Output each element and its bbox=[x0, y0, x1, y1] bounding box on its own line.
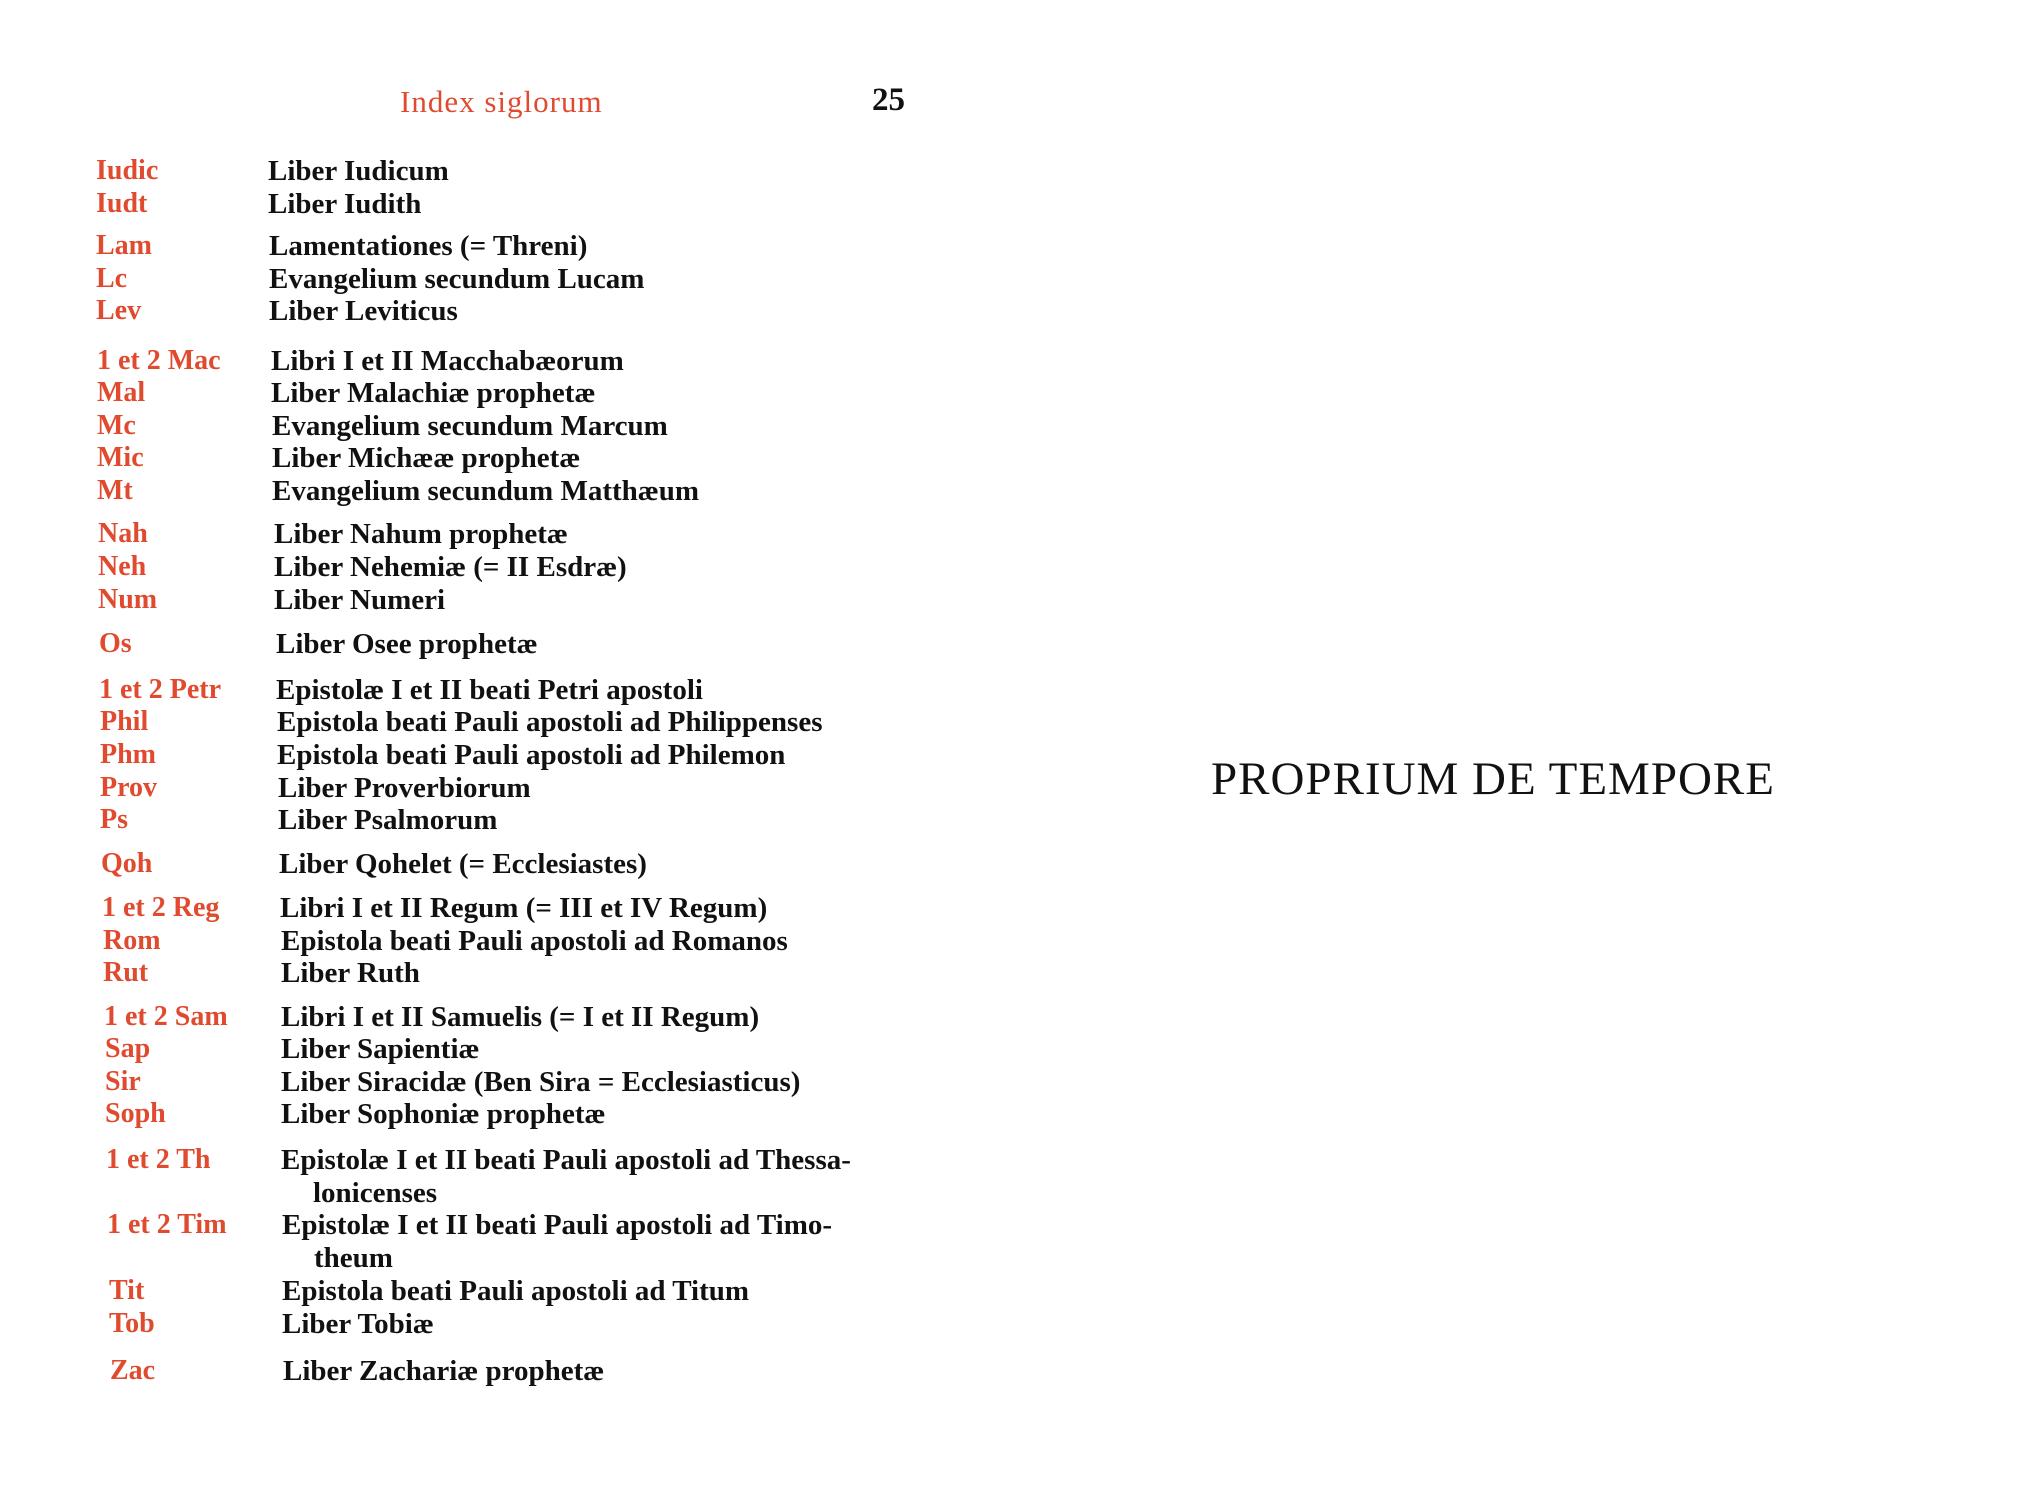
siglum: Iudic bbox=[96, 155, 159, 186]
siglum-description: Epistola beati Pauli apostoli ad Philemon bbox=[277, 739, 786, 771]
siglum-description: Liber Leviticus bbox=[269, 295, 458, 327]
siglum-description: Epistolæ I et II beati Petri apostoli bbox=[276, 674, 703, 706]
siglum: 1 et 2 Th bbox=[106, 1144, 211, 1175]
siglum: Sir bbox=[105, 1066, 141, 1097]
siglum-description: Liber Osee prophetæ bbox=[276, 628, 538, 660]
siglum: Rom bbox=[103, 925, 161, 956]
siglum-description: Liber Nahum prophetæ bbox=[274, 518, 568, 550]
siglum-description: Liber Iudicum bbox=[268, 155, 449, 187]
siglum: Phm bbox=[100, 739, 156, 770]
siglum: 1 et 2 Sam bbox=[104, 1001, 228, 1032]
siglum-description: Liber Iudith bbox=[268, 188, 422, 220]
siglum: Tit bbox=[109, 1275, 145, 1306]
siglum-description: Liber Proverbiorum bbox=[278, 772, 531, 804]
siglum-description: Liber Siracidæ (Ben Sira = Ecclesiasticus) bbox=[281, 1066, 801, 1098]
siglum: Mc bbox=[97, 410, 136, 441]
siglum-description: Liber Ruth bbox=[281, 957, 420, 989]
siglum-description: Liber Sophoniæ prophetæ bbox=[281, 1098, 606, 1130]
siglum-description: Liber Nehemiæ (= II Esdræ) bbox=[274, 551, 627, 583]
siglum: Nah bbox=[98, 518, 148, 549]
siglum: Prov bbox=[100, 772, 158, 803]
siglum-description: Libri I et II Samuelis (= I et II Regum) bbox=[281, 1001, 760, 1033]
siglum-description: Liber Tobiæ bbox=[282, 1308, 434, 1340]
siglum: 1 et 2 Mac bbox=[97, 345, 221, 376]
siglum: Num bbox=[98, 584, 158, 615]
siglum: Sap bbox=[105, 1033, 151, 1064]
siglum: Ps bbox=[100, 804, 128, 835]
siglum-description: Liber Sapientiæ bbox=[281, 1033, 480, 1065]
siglum-description: Epistola beati Pauli apostoli ad Philippenses bbox=[277, 706, 823, 738]
siglum: Mic bbox=[97, 442, 144, 473]
siglum-description: Lamentationes (= Threni) bbox=[269, 230, 588, 262]
siglum-description: Epistolæ I et II beati Pauli apostoli ad Thessa- bbox=[281, 1144, 851, 1176]
siglum-description: Libri I et II Macchabæorum bbox=[271, 345, 624, 377]
siglum-description: Liber Zachariæ prophetæ bbox=[283, 1355, 605, 1387]
siglum: Lc bbox=[96, 263, 128, 294]
siglum-description: Evangelium secundum Matthæum bbox=[272, 475, 699, 507]
siglum-description: Evangelium secundum Lucam bbox=[269, 263, 645, 295]
siglum-description: Epistolæ I et II beati Pauli apostoli ad Timo- bbox=[282, 1209, 833, 1241]
siglum: 1 et 2 Petr bbox=[99, 674, 222, 705]
page-number: 25 bbox=[872, 82, 905, 118]
running-head: Index siglorum bbox=[400, 84, 603, 119]
siglum: Rut bbox=[103, 957, 149, 988]
siglum: Soph bbox=[105, 1098, 166, 1129]
siglum-description: Liber Psalmorum bbox=[278, 804, 498, 836]
siglum: Phil bbox=[100, 706, 149, 737]
siglum: Mal bbox=[97, 377, 146, 408]
siglum: Neh bbox=[98, 551, 147, 582]
siglum: Tob bbox=[109, 1308, 155, 1339]
siglum-description-continuation: lonicenses bbox=[313, 1177, 438, 1209]
siglum-description: Evangelium secundum Marcum bbox=[272, 410, 668, 442]
siglum-description: Epistola beati Pauli apostoli ad Titum bbox=[282, 1275, 750, 1307]
siglum: Qoh bbox=[101, 848, 153, 879]
siglum: Iudt bbox=[96, 188, 148, 219]
siglum-description: Libri I et II Regum (= III et IV Regum) bbox=[280, 892, 768, 924]
siglum-description: Liber Qohelet (= Ecclesiastes) bbox=[279, 848, 647, 880]
siglum: Os bbox=[99, 628, 132, 659]
siglum-description-continuation: theum bbox=[314, 1242, 393, 1274]
siglum-description: Liber Numeri bbox=[274, 584, 446, 616]
siglum-description: Liber Michææ prophetæ bbox=[272, 442, 581, 474]
siglum: 1 et 2 Reg bbox=[102, 892, 220, 923]
siglum-description: Liber Malachiæ prophetæ bbox=[271, 377, 596, 409]
siglum: Mt bbox=[97, 475, 133, 506]
part-title: PROPRIUM DE TEMPORE bbox=[1211, 753, 1775, 805]
siglum: Lam bbox=[96, 230, 152, 261]
right-page bbox=[1011, 0, 2022, 1500]
left-page bbox=[0, 0, 1000, 1500]
siglum-description: Epistola beati Pauli apostoli ad Romanos bbox=[281, 925, 788, 957]
siglum: Zac bbox=[110, 1355, 156, 1386]
siglum: 1 et 2 Tim bbox=[107, 1209, 227, 1240]
siglum: Lev bbox=[96, 295, 142, 326]
